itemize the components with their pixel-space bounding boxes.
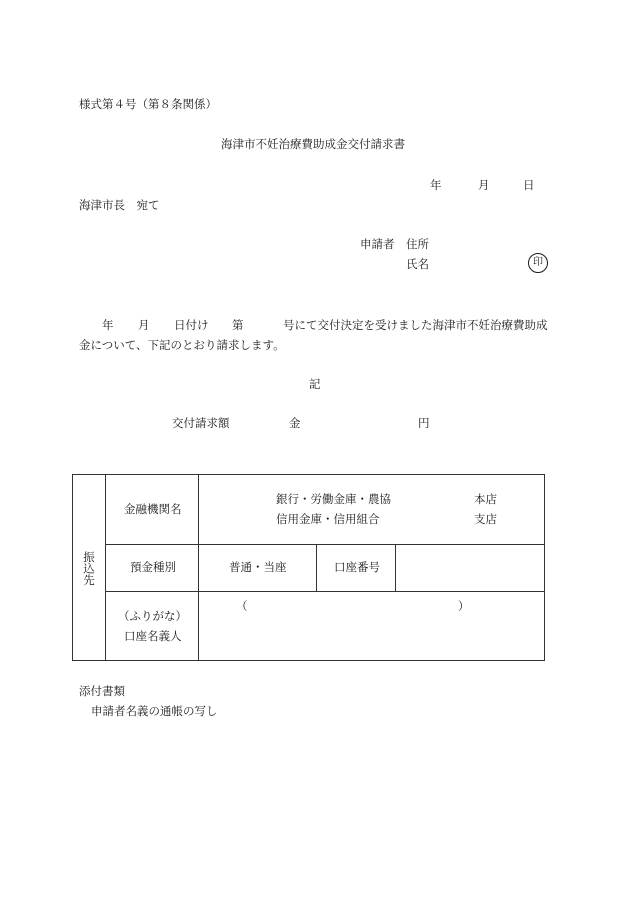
section-label: 振込先: [82, 551, 96, 586]
attachments-label: 添付書類: [79, 684, 125, 698]
date-month: 月: [478, 178, 490, 192]
holder-label: 口座名義人: [124, 629, 182, 643]
attachments-item: 申請者名義の通帳の写し: [91, 704, 218, 718]
body-line1-rest: 号にて交付決定を受けました海津市不妊治療費助成: [283, 318, 548, 332]
table-divider: [395, 544, 396, 591]
table-divider: [105, 544, 544, 545]
bank-types-1: 銀行・労働金庫・農協: [276, 492, 391, 506]
bank-types-2: 信用金庫・信用組合: [276, 512, 380, 526]
account-number-label: 口座番号: [334, 560, 380, 574]
document-title: 海津市不妊治療費助成金交付請求書: [221, 137, 405, 151]
bank-label: 金融機関名: [124, 502, 182, 516]
holder-furigana: （ふりがな）: [118, 609, 187, 623]
date-day: 日: [523, 178, 535, 192]
paren-close: ）: [458, 599, 470, 613]
account-type-value: 普通・当座: [229, 560, 287, 574]
table-divider: [198, 475, 199, 660]
amount-yen: 円: [418, 416, 430, 430]
ki-heading: 記: [309, 377, 321, 391]
transfer-table: [72, 474, 545, 661]
branch-sub: 支店: [474, 512, 497, 526]
amount-kin: 金: [289, 416, 301, 430]
seal-mark: 印: [528, 253, 548, 273]
table-divider: [316, 544, 317, 591]
date-year: 年: [430, 178, 442, 192]
applicant-label: 申請者: [360, 237, 395, 251]
body-no-prefix: 第: [232, 318, 244, 332]
address-label: 住所: [406, 237, 429, 251]
body-year: 年: [102, 318, 114, 332]
paren-open: （: [236, 599, 248, 613]
form-number: 様式第４号（第８条関係）: [79, 97, 217, 111]
body-dated: 日付け: [174, 318, 209, 332]
name-label: 氏名: [406, 257, 429, 271]
branch-main: 本店: [474, 492, 497, 506]
addressee: 海津市長 宛て: [79, 198, 160, 212]
amount-label: 交付請求額: [172, 416, 230, 430]
body-line2: 金について、下記のとおり請求します。: [79, 338, 285, 352]
body-month: 月: [138, 318, 150, 332]
table-divider: [105, 591, 544, 592]
table-divider: [105, 475, 106, 660]
account-type-label: 預金種別: [130, 560, 176, 574]
